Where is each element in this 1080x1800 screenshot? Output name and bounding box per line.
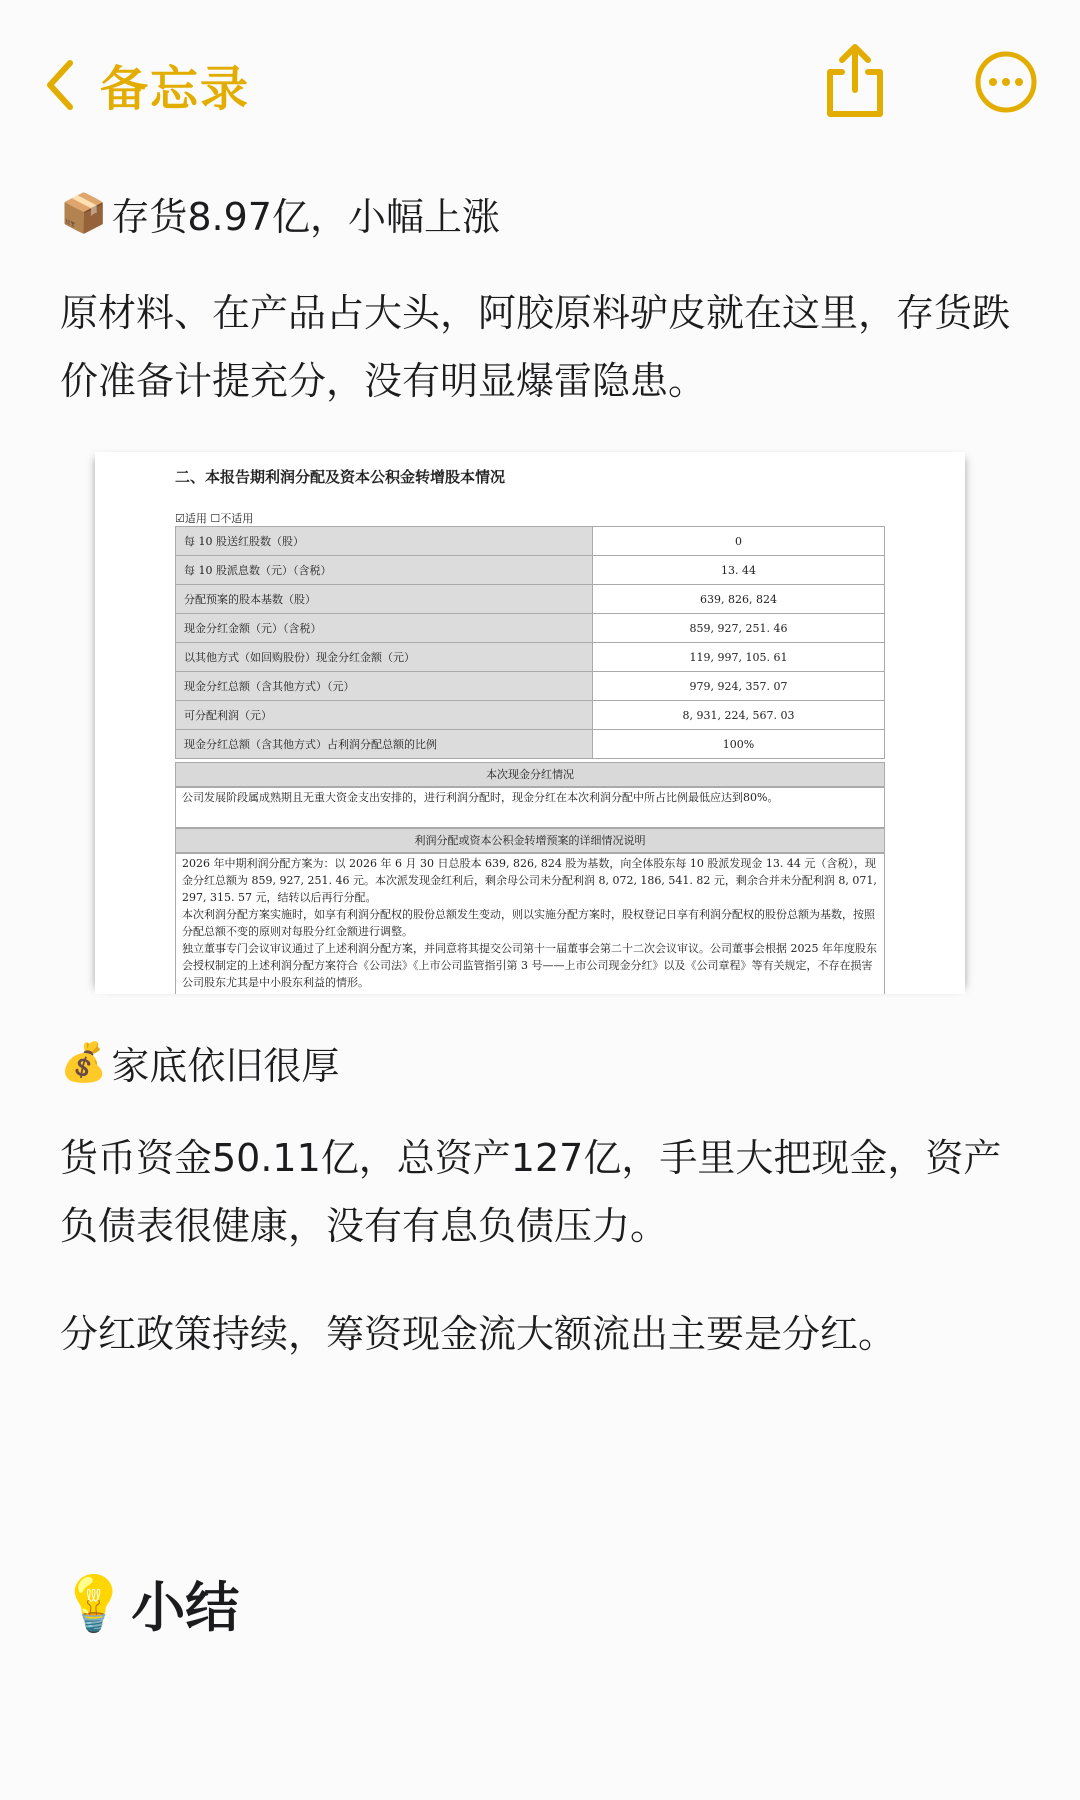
summary-heading-text: 小结	[131, 1576, 240, 1639]
plan-line: 独立董事专门会议审议通过了上述利润分配方案，并同意将其提交公司第十一届董事会第二十二次会议审议。公司董事会根据 2025 年年度股东会授权制定的上述利润分配方案符合《公司法》《上市公司监管指引第 3 号——上市公司现金分红》以及《公司章程》等有关规定，不存在损害公司股东尤其是中小股东利益的情形。	[182, 942, 877, 989]
table-row	[176, 730, 885, 759]
plan-line: 本次利润分配方案实施时，如享有利润分配权的股份总额发生变动，则以实施分配方案时，股权登记日享有利润分配权的股份总额为基数，按照分配总额不变的原则对每股分红金额进行调整。	[182, 908, 875, 938]
back-label: 备忘录	[100, 61, 251, 117]
table-label-cell: 现金分红总额（含其他方式）占利润分配总额的比例	[176, 730, 593, 759]
plan-line: 2026 年中期利润分配方案为：以 2026 年 6 月 30 日总股本 639, 826, 824 股为基数，向全体股东每 10 股派发现金 13. 44 元（含税），现金分红总额为 859, 927, 251. 46 元。本次派发现金红利后，剩余母公司未分配利润 8, 072, 186, 541. 82 元，剩余合并未分配利润 8, 071, 297, 315. 57 元，结转以后再行分配。	[182, 857, 877, 904]
lightbulb-icon: 💡	[60, 1571, 128, 1635]
dividend-report-image	[95, 452, 965, 994]
table-row	[176, 614, 885, 643]
table-row	[176, 556, 885, 585]
table-value-cell: 859, 927, 251. 46	[593, 614, 885, 643]
navigation-bar	[0, 0, 1080, 160]
dividend-table	[175, 526, 885, 759]
table-row	[176, 527, 885, 556]
table-row	[176, 643, 885, 672]
report-title: 二、本报告期利润分配及资本公积金转增股本情况	[175, 468, 506, 486]
table-value-cell: 639, 826, 824	[593, 585, 885, 614]
table-value-cell: 979, 924, 357. 07	[593, 672, 885, 701]
inventory-heading-text: 存货8.97亿，小幅上涨	[111, 195, 500, 239]
money-bag-icon: 💰	[60, 1040, 108, 1084]
table-label-cell: 可分配利润（元）	[176, 701, 593, 730]
dividend-paragraph: 分红政策持续，筹资现金流大额流出主要是分红。	[60, 1312, 897, 1356]
inventory-paragraph: 原材料、在产品占大头，阿胶原料驴皮就在这里，存货跌价准备计提充分，没有明显爆雷隐患。	[60, 291, 1011, 403]
table-label-cell: 现金分红金额（元）（含税）	[176, 614, 593, 643]
table-row	[176, 672, 885, 701]
table-value-cell: 13. 44	[593, 556, 885, 585]
inventory-heading	[60, 186, 500, 241]
back-button[interactable]	[40, 50, 250, 119]
table-value-cell: 119, 997, 105. 61	[593, 643, 885, 672]
assets-heading	[60, 1035, 339, 1090]
section-plan-text	[175, 852, 885, 994]
table-label-cell: 每 10 股送红股数（股）	[176, 527, 593, 556]
table-row	[176, 701, 885, 730]
section-cash-dividend-text: 公司发展阶段属成熟期且无重大资金支出安排的，进行利润分配时，现金分红在本次利润分配中所占比例最低应达到80%。	[175, 786, 885, 828]
summary-heading	[60, 1565, 239, 1642]
more-icon[interactable]	[974, 50, 1038, 114]
table-row	[176, 585, 885, 614]
table-label-cell: 分配预案的股本基数（股）	[176, 585, 593, 614]
table-label-cell: 以其他方式（如回购股份）现金分红金额（元）	[176, 643, 593, 672]
share-icon[interactable]	[820, 40, 890, 120]
package-icon: 📦	[60, 191, 108, 235]
section-plan-title: 利润分配或资本公积金转增预案的详细情况说明	[175, 828, 885, 854]
assets-paragraph: 货币资金50.11亿，总资产127亿，手里大把现金，资产负债表很健康，没有有息负债压力。	[60, 1136, 1002, 1248]
chevron-left-icon	[40, 55, 80, 115]
table-value-cell: 100%	[593, 730, 885, 759]
assets-heading-text: 家底依旧很厚	[111, 1044, 340, 1088]
table-label-cell: 现金分红总额（含其他方式）（元）	[176, 672, 593, 701]
applicable-checkbox: ☑适用 ☐不适用	[175, 512, 254, 525]
table-label-cell: 每 10 股派息数（元）（含税）	[176, 556, 593, 585]
section-cash-dividend-title: 本次现金分红情况	[175, 762, 885, 788]
table-value-cell: 8, 931, 224, 567. 03	[593, 701, 885, 730]
table-value-cell: 0	[593, 527, 885, 556]
